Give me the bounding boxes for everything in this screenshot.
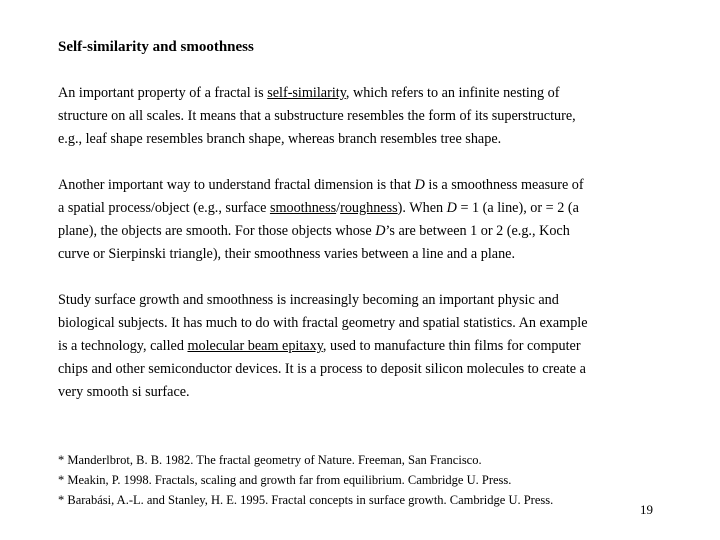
paragraph-line: chips and other semiconductor devices. It is a process to deposit silicon molecules to create a	[58, 361, 586, 377]
text-run: Another important way to understand fractal dimension is that	[58, 177, 415, 193]
paragraph-line	[58, 335, 658, 358]
paragraph-line: biological subjects. It has much to do with fractal geometry and spatial statistics. An example	[58, 315, 588, 331]
text-run: plane), the objects are smooth. For those objects whose	[58, 223, 376, 239]
self-similarity-link[interactable]: self-similarity	[267, 85, 346, 101]
text-run: is a technology, called	[58, 338, 188, 354]
text-run: is a smoothness measure of	[424, 177, 584, 193]
text-run: ). When	[397, 200, 447, 216]
reference-item: * Barabási, A.-L. and Stanley, H. E. 1995. Fractal concepts in surface growth. Cambridge U. Press.	[58, 493, 554, 507]
molecular-beam-epitaxy-link[interactable]: molecular beam epitaxy	[187, 338, 323, 354]
text-run: ’s are between 1 or 2 (e.g., Koch	[385, 223, 570, 239]
paragraph-line	[58, 174, 658, 197]
paragraph-smoothness-measure	[58, 174, 658, 266]
text-run: An important property of a fractal is	[58, 85, 268, 101]
reference-item: * Meakin, P. 1998. Fractals, scaling and growth far from equilibrium. Cambridge U. Press.	[58, 473, 512, 487]
text-run: /	[336, 200, 341, 216]
section-title: Self-similarity and smoothness	[58, 39, 254, 55]
paragraph-surface-growth	[58, 289, 658, 404]
page-number: 19	[640, 502, 653, 517]
paragraph-line: e.g., leaf shape resembles branch shape, whereas branch resembles tree shape.	[58, 131, 502, 147]
paragraph-self-similarity	[58, 82, 658, 151]
paragraph-line: curve or Sierpinski triangle), their smoothness varies between a line and a plane.	[58, 246, 516, 262]
text-run: , which refers to an infinite nesting of	[345, 85, 560, 101]
text-run: a spatial process/object (e.g., surface	[58, 200, 270, 216]
text-run: , used to manufacture thin films for computer	[322, 338, 581, 354]
variable-d: D	[375, 223, 386, 239]
smoothness-link[interactable]: smoothness	[269, 200, 337, 216]
variable-d: D	[446, 200, 457, 216]
paragraph-line	[58, 197, 658, 220]
paragraph-line: very smooth si surface.	[58, 384, 190, 400]
paragraph-line: structure on all scales. It means that a substructure resembles the form of its superstructure,	[58, 108, 576, 124]
reference-item: * Manderlbrot, B. B. 1982. The fractal geometry of Nature. Freeman, San Francisco.	[58, 453, 482, 467]
paragraph-line	[58, 220, 658, 243]
text-run: = 1 (a line), or = 2 (a	[456, 200, 579, 216]
paragraph-line	[58, 82, 658, 105]
variable-d: D	[414, 177, 425, 193]
roughness-link[interactable]: roughness	[340, 200, 398, 216]
paragraph-line: Study surface growth and smoothness is increasingly becoming an important physic and	[58, 292, 559, 308]
references-list	[58, 450, 638, 510]
